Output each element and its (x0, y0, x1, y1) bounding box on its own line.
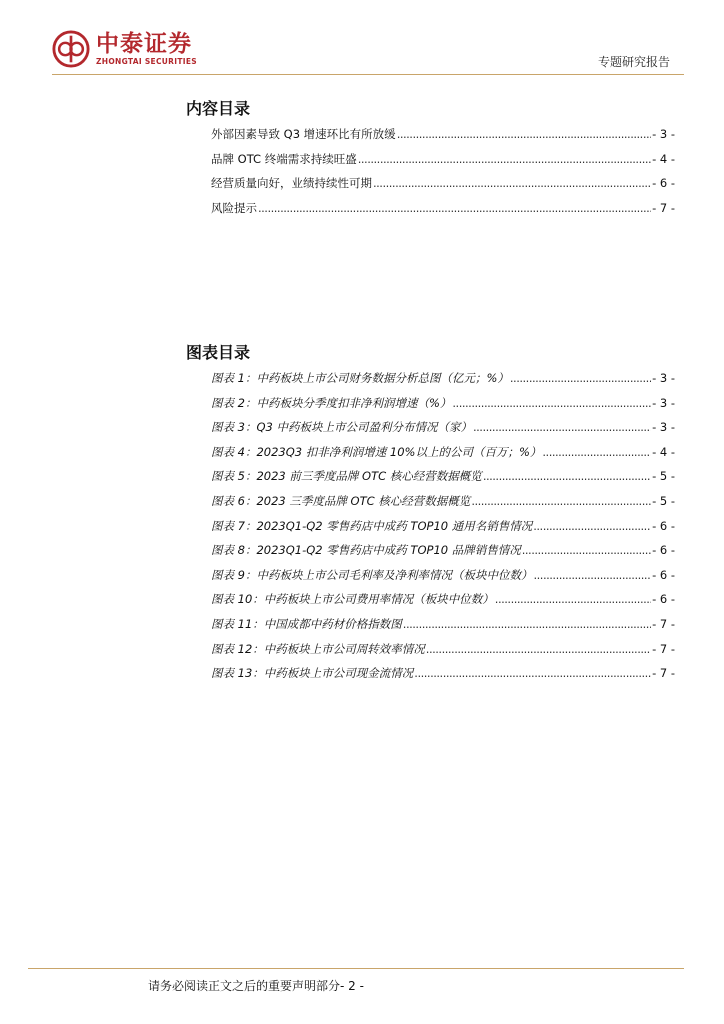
figure-entry[interactable] (211, 616, 675, 641)
entry-page-number: - 5 - (652, 469, 675, 484)
entry-page-number: - 7 - (652, 616, 675, 631)
entry-title: 图表 2：中药板块分季度扣非净利润增速（%） (211, 395, 452, 410)
dot-leader (522, 543, 651, 557)
contents-list (211, 126, 675, 224)
dot-leader (373, 176, 651, 190)
entry-page-number: - 3 - (652, 420, 675, 435)
figure-entry[interactable] (211, 542, 675, 567)
entry-title: 图表 8：2023Q1-Q2 零售药店中成药 TOP10 品牌销售情况 (211, 543, 521, 558)
contents-entry[interactable] (211, 175, 675, 200)
entry-title: 图表 1：中药板块上市公司财务数据分析总图（亿元；%） (211, 371, 509, 385)
header-divider (52, 74, 684, 75)
figures-title: 图表目录 (186, 343, 251, 362)
dot-leader (542, 445, 651, 459)
entry-page-number: - 7 - (652, 200, 675, 215)
entry-page-number: - 7 - (652, 641, 675, 656)
figure-entry[interactable] (211, 395, 675, 420)
dot-leader (414, 666, 651, 680)
entry-title: 图表 9：中药板块上市公司毛利率及净利率情况（板块中位数） (211, 567, 533, 582)
entry-page-number: - 4 - (652, 151, 675, 166)
brand-name-en: ZHONGTAI SECURITIES (96, 56, 197, 66)
figure-entry[interactable] (211, 518, 675, 543)
dot-leader (397, 127, 651, 141)
dot-leader (483, 469, 651, 483)
contents-entry[interactable] (211, 126, 675, 151)
entry-title: 图表 7：2023Q1-Q2 零售药店中成药 TOP10 通用名销售情况 (211, 518, 533, 533)
entry-page-number: - 3 - (652, 395, 675, 410)
contents-title: 内容目录 (186, 99, 251, 118)
brand-name-cn: 中泰证券 (96, 30, 192, 57)
dot-leader (533, 568, 651, 582)
dot-leader (452, 396, 651, 410)
entry-title: 图表 11：中国成都中药材价格指数图 (211, 616, 402, 631)
figure-entry[interactable] (211, 419, 675, 444)
entry-page-number: - 7 - (652, 666, 675, 681)
figure-entry[interactable] (211, 641, 675, 666)
dot-leader (533, 519, 651, 533)
entry-title: 图表 3：Q3 中药板块上市公司盈利分布情况（家） (211, 420, 472, 435)
dot-leader (258, 201, 651, 215)
company-logo (52, 30, 197, 68)
figure-entry[interactable] (211, 493, 675, 518)
page-header (0, 0, 724, 80)
entry-title: 经营质量向好，业绩持续性可期 (211, 176, 372, 191)
entry-title: 外部因素导致 Q3 增速环比有所放缓 (211, 127, 396, 141)
dot-leader (495, 592, 651, 606)
contents-entry[interactable] (211, 200, 675, 225)
figure-entry[interactable] (211, 591, 675, 616)
entry-page-number: - 5 - (652, 493, 675, 508)
figures-list (211, 370, 675, 690)
dot-leader (510, 371, 651, 385)
entry-page-number: - 6 - (652, 592, 675, 607)
entry-title: 风险提示 (211, 200, 257, 215)
dot-leader (473, 420, 651, 434)
dot-leader (471, 494, 651, 508)
entry-title: 图表 6：2023 三季度品牌 OTC 核心经营数据概览 (211, 493, 471, 508)
entry-page-number: - 6 - (652, 176, 675, 191)
dot-leader (403, 617, 651, 631)
footer-disclaimer: 请务必阅读正文之后的重要声明部分- 2 - (148, 979, 364, 993)
footer-divider (28, 968, 684, 969)
report-type-label: 专题研究报告 (597, 55, 670, 69)
dot-leader (426, 642, 651, 656)
entry-title: 图表 5：2023 前三季度品牌 OTC 核心经营数据概览 (211, 469, 482, 484)
entry-page-number: - 3 - (652, 127, 675, 141)
entry-page-number: - 3 - (652, 371, 675, 385)
figure-entry[interactable] (211, 665, 675, 690)
figure-entry[interactable] (211, 567, 675, 592)
entry-title: 图表 13：中药板块上市公司现金流情况 (211, 666, 414, 681)
entry-page-number: - 6 - (652, 543, 675, 558)
zhongtai-logo-icon (52, 30, 90, 68)
entry-page-number: - 6 - (652, 518, 675, 533)
entry-page-number: - 4 - (652, 444, 675, 459)
entry-title: 品牌 OTC 终端需求持续旺盛 (211, 151, 357, 166)
entry-title: 图表 12：中药板块上市公司周转效率情况 (211, 641, 425, 656)
entry-page-number: - 6 - (652, 567, 675, 582)
figure-entry[interactable] (211, 468, 675, 493)
entry-title: 图表 10：中药板块上市公司费用率情况（板块中位数） (211, 592, 494, 607)
contents-entry[interactable] (211, 151, 675, 176)
figure-entry[interactable] (211, 370, 675, 395)
dot-leader (358, 152, 651, 166)
figure-entry[interactable] (211, 444, 675, 469)
entry-title: 图表 4：2023Q3 扣非净利润增速 10%以上的公司（百万；%） (211, 444, 542, 459)
